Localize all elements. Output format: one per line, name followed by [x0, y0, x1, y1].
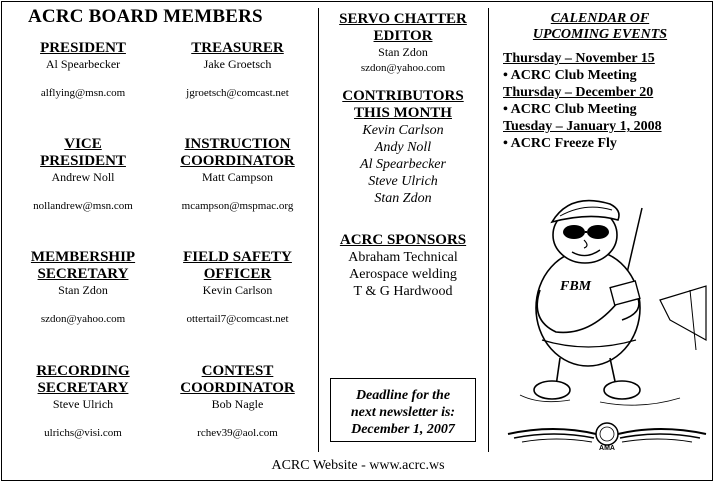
ama-logo	[504, 420, 710, 452]
contributor-name: Andy Noll	[374, 140, 432, 155]
editor-title-line2: EDITOR	[373, 28, 433, 44]
member-role: MEMBERSHIP SECRETARY	[30, 249, 136, 282]
sponsors-title: ACRC SPONSORS	[339, 232, 467, 248]
member-name: Jake Groetsch	[203, 57, 272, 71]
member-email[interactable]: mcampson@mspmac.org	[181, 200, 294, 212]
event-date: Thursday – November 15	[503, 51, 655, 66]
deadline-line2: next newsletter is:	[350, 405, 456, 420]
member-membership-secretary	[18, 249, 148, 326]
deadline-box	[330, 378, 476, 442]
contributor-name: Stan Zdon	[374, 191, 432, 206]
contributors-title-line2: THIS MONTH	[354, 105, 452, 121]
member-treasurer	[165, 40, 310, 100]
editor-email[interactable]: szdon@yahoo.com	[360, 62, 446, 74]
calendar-events	[503, 50, 708, 152]
pilot-cartoon-icon	[500, 190, 710, 420]
sponsors-section	[324, 232, 482, 300]
member-role: INSTRUCTION COORDINATOR	[180, 136, 295, 169]
editor-title-line1: SERVO CHATTER	[339, 11, 467, 27]
deadline-line1: Deadline for the	[355, 388, 451, 403]
calendar-title	[500, 11, 700, 43]
sponsor-name: Abraham Technical	[348, 250, 458, 265]
member-role: RECORDING SECRETARY	[36, 363, 130, 396]
member-email[interactable]: ottertail7@comcast.net	[186, 313, 289, 325]
member-recording-secretary	[18, 363, 148, 440]
sponsor-name: Aerospace welding	[349, 267, 457, 282]
column-divider-left	[318, 8, 319, 452]
member-name: Bob Nagle	[211, 397, 264, 411]
member-email[interactable]: szdon@yahoo.com	[40, 313, 126, 325]
editor-section	[324, 11, 482, 75]
event-item: • ACRC Club Meeting	[503, 68, 637, 83]
member-email[interactable]: jgroetsch@comcast.net	[186, 87, 289, 99]
event-item: • ACRC Freeze Fly	[503, 136, 617, 151]
shirt-text: FBM	[560, 279, 592, 294]
member-name: Al Spearbecker	[45, 57, 121, 71]
member-email[interactable]: ulrichs@visi.com	[44, 427, 122, 439]
member-name: Kevin Carlson	[202, 283, 273, 297]
editor-name: Stan Zdon	[378, 45, 428, 59]
cartoon-illustration	[500, 190, 710, 420]
member-email[interactable]: alflying@msn.com	[40, 87, 126, 99]
footer-website[interactable]: ACRC Website - www.acrc.ws	[271, 458, 445, 473]
member-email[interactable]: rchev39@aol.com	[197, 427, 278, 439]
contributors-title-line1: CONTRIBUTORS	[342, 88, 464, 104]
member-name: Matt Campson	[202, 170, 273, 184]
member-contest-coordinator	[165, 363, 310, 440]
calendar-title-line1: CALENDAR OF	[550, 11, 650, 26]
contributor-name: Steve Ulrich	[368, 174, 438, 189]
member-role: FIELD SAFETY OFFICER	[183, 249, 292, 282]
member-role: PRESIDENT	[40, 40, 126, 56]
column-divider-right	[488, 8, 489, 452]
contributors-section	[324, 88, 482, 207]
contributor-name: Kevin Carlson	[362, 123, 444, 138]
contributor-name: Al Spearbecker	[360, 157, 446, 172]
member-name: Andrew Noll	[51, 170, 115, 184]
member-field-safety-officer	[165, 249, 310, 326]
member-president	[18, 40, 148, 100]
member-role: CONTEST COORDINATOR	[180, 363, 295, 396]
ama-logo-text: AMA	[599, 445, 615, 452]
sponsor-name: T & G Hardwood	[353, 284, 453, 299]
member-role: TREASURER	[191, 40, 284, 56]
member-instruction-coordinator	[165, 136, 310, 213]
member-name: Stan Zdon	[58, 283, 108, 297]
event-item: • ACRC Club Meeting	[503, 102, 637, 117]
calendar-title-line2: UPCOMING EVENTS	[532, 27, 668, 42]
member-role: VICE PRESIDENT	[40, 136, 126, 169]
deadline-line3: December 1, 2007	[351, 422, 455, 437]
board-title: ACRC BOARD MEMBERS	[28, 6, 263, 27]
member-vice-president	[18, 136, 148, 213]
ama-wings-icon	[504, 420, 710, 452]
member-email[interactable]: nollandrew@msn.com	[33, 200, 133, 212]
event-date: Tuesday – January 1, 2008	[503, 119, 662, 134]
member-name: Steve Ulrich	[52, 397, 114, 411]
event-date: Thursday – December 20	[503, 85, 654, 100]
